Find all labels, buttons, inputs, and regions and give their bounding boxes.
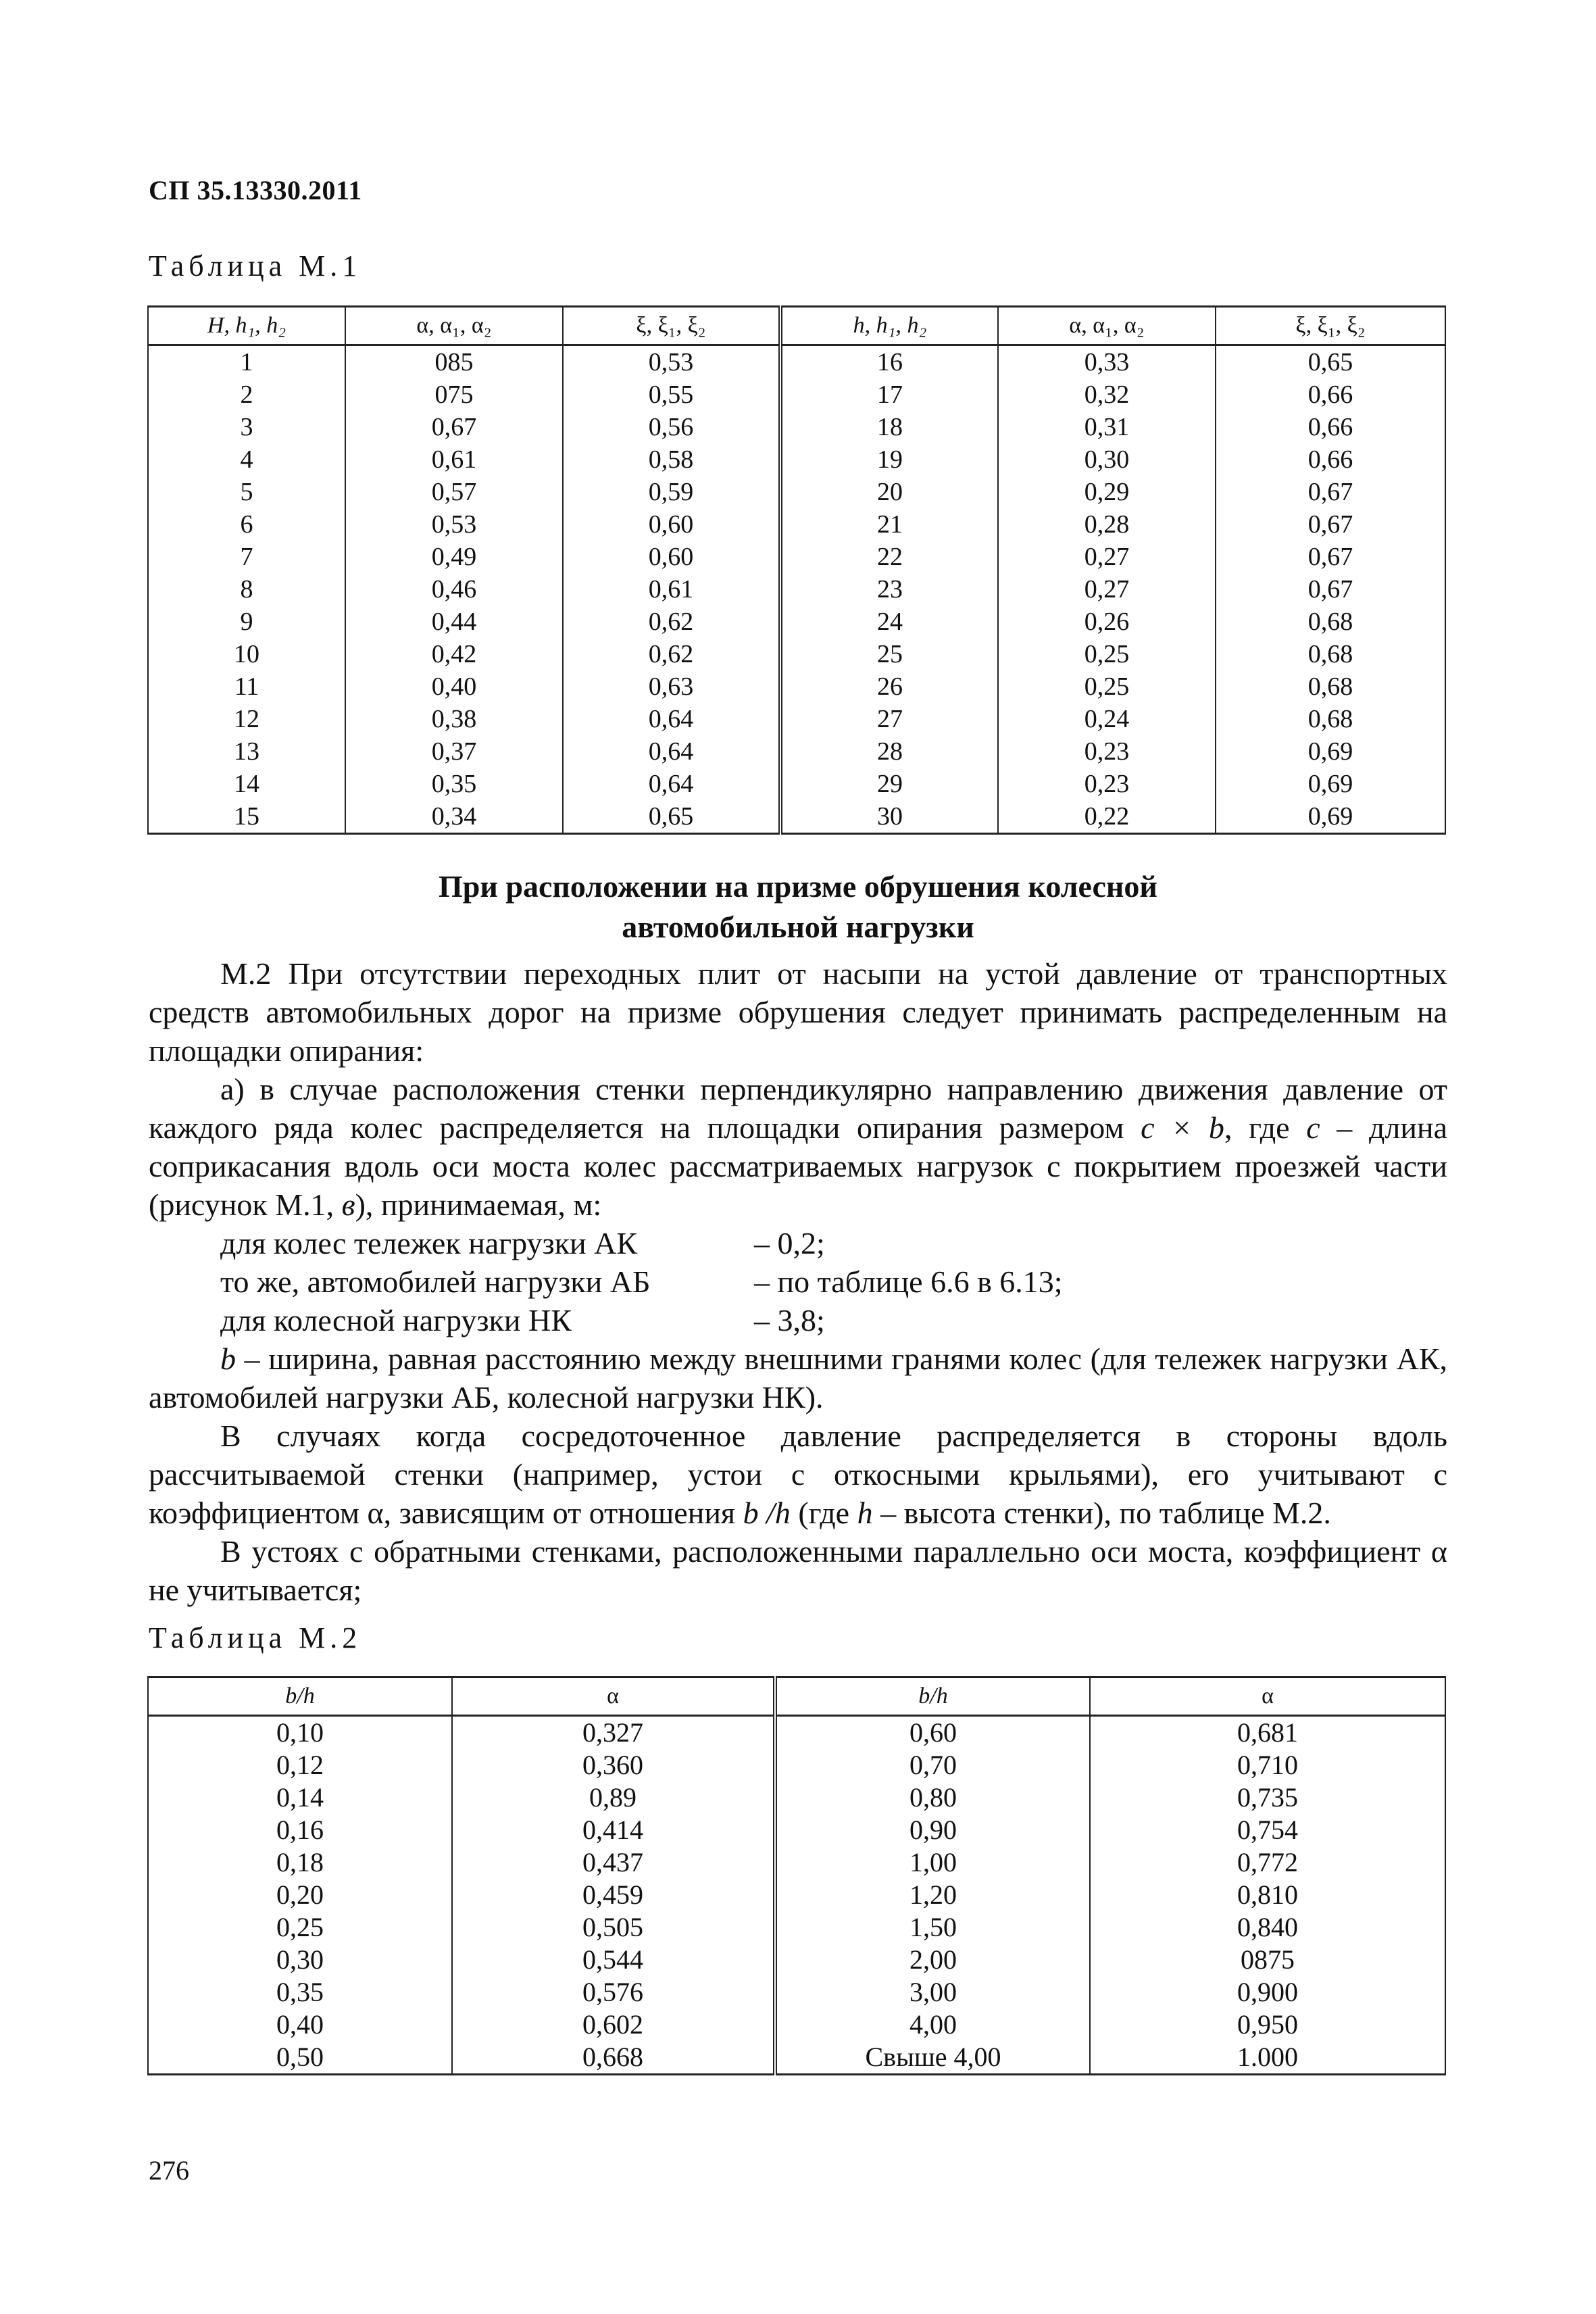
- table-cell: 0,64: [563, 703, 780, 735]
- table-row: [148, 735, 1445, 768]
- text-run: В случаях когда сосредоточенное давление распределяется в стороны вдоль рассчитываемой стенки (например, устои с откосными крыльями), его учитывают с коэффициентом α, зависящим от отношения: [149, 1419, 1447, 1530]
- table-cell: 8: [148, 573, 345, 606]
- table-cell: 9: [148, 606, 345, 638]
- page-number: 276: [149, 2155, 189, 2186]
- paragraph-a: [149, 1070, 1447, 1224]
- table-cell: 0,414: [452, 1814, 775, 1846]
- table-cell: 22: [780, 541, 998, 573]
- table-cell: 0,60: [563, 508, 780, 541]
- table-row: [148, 476, 1445, 508]
- table-cell: 5: [148, 476, 345, 508]
- table-row: [148, 508, 1445, 541]
- table-cell: 0,37: [345, 735, 563, 768]
- column-header: α: [452, 1677, 775, 1716]
- table-row: [148, 1814, 1445, 1846]
- table-cell: 0,67: [1216, 541, 1445, 573]
- table-cell: 0,42: [345, 638, 563, 670]
- table-cell: 17: [780, 378, 998, 411]
- table-cell: 11: [148, 670, 345, 703]
- column-header: ξ, ξ₁, ξ₂: [563, 307, 780, 345]
- table-m2: [147, 1676, 1446, 2075]
- table-cell: 0,23: [998, 768, 1216, 800]
- table-cell: 0,64: [563, 735, 780, 768]
- table-m1: [147, 305, 1446, 835]
- table-cell: 0,55: [563, 378, 780, 411]
- table-cell: 0,735: [1090, 1781, 1445, 1814]
- table-cell: 0,61: [345, 443, 563, 476]
- table-row: [148, 2041, 1445, 2075]
- table-cell: 0,66: [1216, 411, 1445, 443]
- table-cell: 1: [148, 345, 345, 379]
- table-row: [148, 378, 1445, 411]
- text-run: h: [857, 1496, 873, 1530]
- table-cell: 2: [148, 378, 345, 411]
- table-cell: 0,32: [998, 378, 1216, 411]
- table-row: [148, 1749, 1445, 1781]
- table-cell: 24: [780, 606, 998, 638]
- table-cell: 29: [780, 768, 998, 800]
- text-run: ), принимаемая, м:: [355, 1187, 602, 1222]
- table-header-row: [148, 307, 1445, 345]
- table-cell: 25: [780, 638, 998, 670]
- table-cell: 0,58: [563, 443, 780, 476]
- table-cell: 0,65: [1216, 345, 1445, 379]
- text-run: – высота стенки), по таблице М.2.: [872, 1496, 1331, 1530]
- table-cell: 0,60: [563, 541, 780, 573]
- table-cell: 0,16: [148, 1814, 452, 1846]
- section-title-line: автомобильной нагрузки: [622, 910, 974, 944]
- table-cell: 0,35: [345, 768, 563, 800]
- table-row: [148, 541, 1445, 573]
- table-cell: 0,67: [1216, 508, 1445, 541]
- paragraph-m2: М.2 При отсутствии переходных плит от насыпи на устой давление от транспортных средств автомобильных дорог на призме обрушения следует принимать распределенным на площадки опирания:: [149, 956, 1447, 1068]
- table-cell: 0,30: [998, 443, 1216, 476]
- table-cell: 0,56: [563, 411, 780, 443]
- table-cell: Свыше 4,00: [775, 2041, 1090, 2075]
- table-cell: 0,33: [998, 345, 1216, 379]
- column-header: α, α₁, α₂: [998, 307, 1216, 345]
- text-run: c × b: [1141, 1110, 1224, 1145]
- text-run: а) в случае расположения стенки перпендикулярно направлению движения давление от каждого ряда колес распределяется на площадки опирания размером: [149, 1072, 1447, 1145]
- table-cell: 0,65: [563, 800, 780, 834]
- table-cell: 3,00: [775, 1976, 1090, 2009]
- table-cell: 0,681: [1090, 1716, 1445, 1750]
- table-row: [148, 606, 1445, 638]
- table-cell: 0,40: [345, 670, 563, 703]
- body-text: [149, 954, 1447, 1609]
- table-cell: 18: [780, 411, 998, 443]
- table-cell: 0,668: [452, 2041, 775, 2075]
- table-cell: 0,544: [452, 1944, 775, 1976]
- text-run: b: [220, 1341, 236, 1376]
- table-row: [148, 1846, 1445, 1879]
- table-cell: 0,46: [345, 573, 563, 606]
- table-cell: 0,25: [148, 1911, 452, 1944]
- table-cell: 0,29: [998, 476, 1216, 508]
- table-row: [148, 1716, 1445, 1750]
- table-cell: 0,27: [998, 541, 1216, 573]
- table-cell: 0,68: [1216, 638, 1445, 670]
- section-title: [149, 866, 1447, 947]
- table-cell: 0,49: [345, 541, 563, 573]
- list-item-value: – 3,8;: [754, 1303, 825, 1337]
- table-cell: 0,10: [148, 1716, 452, 1750]
- table-cell: 0,24: [998, 703, 1216, 735]
- table-cell: 26: [780, 670, 998, 703]
- table-cell: 0,602: [452, 2009, 775, 2041]
- list-item: [220, 1301, 1447, 1339]
- table-cell: 0,35: [148, 1976, 452, 2009]
- table-cell: 0,64: [563, 768, 780, 800]
- column-header: b/h: [148, 1677, 452, 1716]
- table-row: [148, 800, 1445, 834]
- table-cell: 0,69: [1216, 768, 1445, 800]
- table-cell: 0,80: [775, 1781, 1090, 1814]
- table-cell: 6: [148, 508, 345, 541]
- table-cell: 0,710: [1090, 1749, 1445, 1781]
- table-cell: 0,67: [1216, 573, 1445, 606]
- column-header: b/h: [775, 1677, 1090, 1716]
- table-cell: 0,68: [1216, 670, 1445, 703]
- table-cell: 0,772: [1090, 1846, 1445, 1879]
- list-item: [220, 1262, 1447, 1301]
- table-cell: 0,38: [345, 703, 563, 735]
- table-cell: 0,61: [563, 573, 780, 606]
- table-cell: 0,754: [1090, 1814, 1445, 1846]
- table-cell: 0,27: [998, 573, 1216, 606]
- table-cell: 4,00: [775, 2009, 1090, 2041]
- table-cell: 28: [780, 735, 998, 768]
- table-cell: 1,20: [775, 1879, 1090, 1911]
- paragraph-alpha: [149, 1417, 1447, 1532]
- table-cell: 0,63: [563, 670, 780, 703]
- table-cell: 0,950: [1090, 2009, 1445, 2041]
- table-cell: 0,327: [452, 1716, 775, 1750]
- table-row: [148, 703, 1445, 735]
- table-cell: 0,360: [452, 1749, 775, 1781]
- table-cell: 0,59: [563, 476, 780, 508]
- table-cell: 12: [148, 703, 345, 735]
- table-cell: 0,40: [148, 2009, 452, 2041]
- table-cell: 085: [345, 345, 563, 379]
- table-row: [148, 1944, 1445, 1976]
- table-row: [148, 670, 1445, 703]
- table-cell: 0,437: [452, 1846, 775, 1879]
- table-cell: 0,23: [998, 735, 1216, 768]
- column-header: H, h₁, h₂: [148, 307, 345, 345]
- text-run: – ширина, равная расстоянию между внешними гранями колес (для тележек нагрузки АК, автомобилей нагрузки АБ, колесной нагрузки НК).: [149, 1341, 1447, 1414]
- table-cell: 0,20: [148, 1879, 452, 1911]
- table-cell: 0,69: [1216, 735, 1445, 768]
- table-cell: 21: [780, 508, 998, 541]
- section-title-line: При расположении на призме обрушения колесной: [439, 869, 1157, 904]
- table-row: [148, 411, 1445, 443]
- table-cell: 1.000: [1090, 2041, 1445, 2075]
- table-cell: 0,576: [452, 1976, 775, 2009]
- table-cell: 0,69: [1216, 800, 1445, 834]
- table-cell: 0,70: [775, 1749, 1090, 1781]
- list-item-label: то же, автомобилей нагрузки АБ: [220, 1264, 651, 1299]
- table-cell: 0,62: [563, 606, 780, 638]
- table-cell: 0,62: [563, 638, 780, 670]
- list-item-label: для колесной нагрузки НК: [220, 1303, 572, 1337]
- table-cell: 14: [148, 768, 345, 800]
- table-cell: 0875: [1090, 1944, 1445, 1976]
- paragraph-b: [149, 1339, 1447, 1417]
- table-cell: 16: [780, 345, 998, 379]
- table-cell: 075: [345, 378, 563, 411]
- table-row: [148, 638, 1445, 670]
- text-run: – длина соприкасания вдоль оси моста колес рассматриваемых нагрузок с покрытием проезжей части (рисунок М.1,: [149, 1110, 1447, 1222]
- length-list: [149, 1224, 1447, 1339]
- table-cell: 0,67: [1216, 476, 1445, 508]
- table-cell: 15: [148, 800, 345, 834]
- table-cell: 0,66: [1216, 378, 1445, 411]
- table-cell: 0,90: [775, 1814, 1090, 1846]
- table-cell: 0,44: [345, 606, 563, 638]
- table-row: [148, 1879, 1445, 1911]
- table-cell: 0,505: [452, 1911, 775, 1944]
- table-cell: 1,50: [775, 1911, 1090, 1944]
- table-cell: 0,89: [452, 1781, 775, 1814]
- table-row: [148, 1976, 1445, 2009]
- table-cell: 0,900: [1090, 1976, 1445, 2009]
- table-row: [148, 573, 1445, 606]
- table-cell: 27: [780, 703, 998, 735]
- table-cell: 0,68: [1216, 703, 1445, 735]
- document-code: СП 35.13330.2011: [149, 175, 362, 205]
- table-cell: 0,25: [998, 638, 1216, 670]
- paragraph-back-walls: В устоях с обратными стенками, расположенными параллельно оси моста, коэффициент α не учитывается;: [149, 1534, 1447, 1607]
- list-item: [220, 1224, 1447, 1262]
- table-cell: 0,34: [345, 800, 563, 834]
- table-cell: 2,00: [775, 1944, 1090, 1976]
- column-header: ξ, ξ₁, ξ₂: [1216, 307, 1445, 345]
- column-header: α, α₁, α₂: [345, 307, 563, 345]
- table-cell: 3: [148, 411, 345, 443]
- table-cell: 0,66: [1216, 443, 1445, 476]
- table-cell: 0,18: [148, 1846, 452, 1879]
- table-cell: 30: [780, 800, 998, 834]
- table-cell: 0,53: [345, 508, 563, 541]
- table-cell: 0,30: [148, 1944, 452, 1976]
- column-header: h, h₁, h₂: [780, 307, 998, 345]
- table-cell: 0,14: [148, 1781, 452, 1814]
- table-row: [148, 1911, 1445, 1944]
- table-cell: 0,12: [148, 1749, 452, 1781]
- table-cell: 0,31: [998, 411, 1216, 443]
- table-row: [148, 2009, 1445, 2041]
- text-run: c: [1306, 1110, 1320, 1145]
- table-cell: 0,459: [452, 1879, 775, 1911]
- text-run: b /h: [743, 1496, 791, 1530]
- table-row: [148, 768, 1445, 800]
- table-cell: 0,28: [998, 508, 1216, 541]
- list-item-value: – по таблице 6.6 в 6.13;: [754, 1264, 1063, 1299]
- table-cell: 0,810: [1090, 1879, 1445, 1911]
- table-cell: 0,67: [345, 411, 563, 443]
- table-cell: 23: [780, 573, 998, 606]
- table-cell: 0,25: [998, 670, 1216, 703]
- table-cell: 7: [148, 541, 345, 573]
- table-cell: 0,57: [345, 476, 563, 508]
- table-cell: 0,53: [563, 345, 780, 379]
- column-header: α: [1090, 1677, 1445, 1716]
- table-cell: 0,840: [1090, 1911, 1445, 1944]
- table-cell: 0,26: [998, 606, 1216, 638]
- list-item-label: для колес тележек нагрузки АК: [220, 1226, 638, 1260]
- table-cell: 0,68: [1216, 606, 1445, 638]
- table-cell: 0,50: [148, 2041, 452, 2075]
- table-cell: 10: [148, 638, 345, 670]
- list-item-value: – 0,2;: [754, 1226, 825, 1260]
- table-cell: 0,22: [998, 800, 1216, 834]
- table-cell: 1,00: [775, 1846, 1090, 1879]
- text-run: (где: [790, 1496, 857, 1530]
- table-header-row: [148, 1677, 1445, 1716]
- table-row: [148, 345, 1445, 379]
- text-run: , где: [1224, 1110, 1307, 1145]
- table-cell: 13: [148, 735, 345, 768]
- table-row: [148, 1781, 1445, 1814]
- table-row: [148, 443, 1445, 476]
- table-m2-caption: Таблица М.2: [149, 1621, 362, 1654]
- table-cell: 4: [148, 443, 345, 476]
- table-m1-caption: Таблица М.1: [149, 249, 362, 282]
- table-cell: 0,60: [775, 1716, 1090, 1750]
- table-cell: 20: [780, 476, 998, 508]
- text-run: в: [341, 1187, 355, 1222]
- table-cell: 19: [780, 443, 998, 476]
